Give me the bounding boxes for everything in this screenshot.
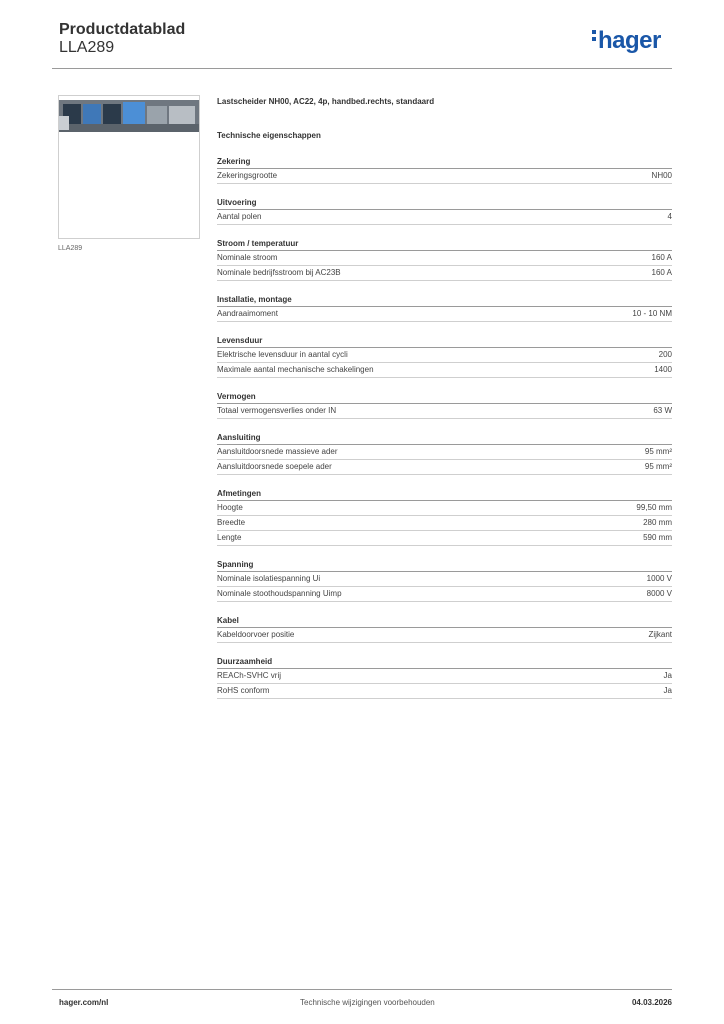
spec-label: Maximale aantal mechanische schakelingen: [217, 365, 374, 374]
spec-row: [217, 445, 672, 460]
spec-label: Lengte: [217, 533, 242, 542]
spec-label: REACh-SVHC vrij: [217, 671, 282, 680]
product-code: LLA289: [59, 39, 115, 56]
section-uitvoering: [217, 198, 672, 225]
section-spanning: [217, 560, 672, 602]
product-description: Lastscheider NH00, AC22, 4p, handbed.rechts, standaard: [217, 97, 435, 106]
spec-label: Nominale stroom: [217, 253, 278, 262]
spec-value: 160 A: [651, 268, 672, 277]
spec-value: 200: [658, 350, 672, 359]
spec-value: 10 - 10 NM: [632, 309, 672, 318]
tech-properties-heading: Technische eigenschappen: [217, 131, 321, 140]
spec-content: [217, 97, 672, 699]
spec-value: 590 mm: [643, 533, 672, 542]
spec-label: Nominale stoothoudspanning Uimp: [217, 589, 342, 598]
section-afmetingen: [217, 489, 672, 546]
logo-dots-icon: [592, 30, 596, 44]
spec-row: [217, 251, 672, 266]
logo-text: hager: [598, 27, 661, 54]
spec-row: [217, 669, 672, 684]
spec-row: [217, 266, 672, 281]
spec-value: 8000 V: [646, 589, 672, 598]
spec-value: 160 A: [651, 253, 672, 262]
footer-website-link[interactable]: hager.com/nl: [59, 998, 109, 1007]
footer-date: 04.03.2026: [631, 998, 672, 1007]
spec-label: Breedte: [217, 518, 246, 527]
spec-value: Ja: [663, 671, 672, 680]
section-stroom-temperatuur: [217, 239, 672, 281]
section-aansluiting: [217, 433, 672, 475]
section-kabel: [217, 616, 672, 643]
spec-label: RoHS conform: [217, 686, 270, 695]
section-installatie-montage: [217, 295, 672, 322]
spec-row: [217, 684, 672, 699]
section-title: Spanning: [217, 560, 672, 572]
switch-disconnector-picture: [59, 96, 199, 238]
spec-value: 99,50 mm: [636, 503, 672, 512]
spec-row: [217, 628, 672, 643]
spec-label: Nominale bedrijfsstroom bij AC23B: [217, 268, 341, 277]
section-vermogen: [217, 392, 672, 419]
section-duurzaamheid: [217, 657, 672, 699]
spec-label: Aantal polen: [217, 212, 262, 221]
section-title: Kabel: [217, 616, 672, 628]
section-title: Afmetingen: [217, 489, 672, 501]
spec-label: Aansluitdoorsnede massieve ader: [217, 447, 338, 456]
spec-row: [217, 516, 672, 531]
spec-row: [217, 348, 672, 363]
section-title: Stroom / temperatuur: [217, 239, 672, 251]
spec-row: [217, 363, 672, 378]
spec-row: [217, 531, 672, 546]
section-zekering: [217, 157, 672, 184]
section-levensduur: [217, 336, 672, 378]
spec-row: [217, 501, 672, 516]
spec-value: Ja: [663, 686, 672, 695]
spec-row: [217, 404, 672, 419]
spec-row: [217, 169, 672, 184]
spec-label: Aansluitdoorsnede soepele ader: [217, 462, 332, 471]
footer-divider: [52, 989, 672, 990]
section-title: Levensduur: [217, 336, 672, 348]
spec-row: [217, 307, 672, 322]
page-title: Productdatablad: [59, 21, 186, 38]
spec-value: 95 mm²: [644, 462, 672, 471]
section-title: Uitvoering: [217, 198, 672, 210]
header-divider: [52, 68, 672, 69]
section-title: Installatie, montage: [217, 295, 672, 307]
spec-label: Elektrische levensduur in aantal cycli: [217, 350, 348, 359]
spec-row: [217, 210, 672, 225]
spec-value: 63 W: [653, 406, 672, 415]
section-title: Duurzaamheid: [217, 657, 672, 669]
spec-label: Zekeringsgrootte: [217, 171, 278, 180]
spec-value: 280 mm: [643, 518, 672, 527]
product-image: [58, 95, 200, 239]
spec-label: Totaal vermogensverlies onder IN: [217, 406, 337, 415]
spec-value: NH00: [651, 171, 672, 180]
section-title: Zekering: [217, 157, 672, 169]
spec-row: [217, 460, 672, 475]
section-title: Vermogen: [217, 392, 672, 404]
hager-logo: [592, 27, 661, 55]
spec-label: Hoogte: [217, 503, 243, 512]
image-caption: LLA289: [58, 245, 83, 252]
footer-notice: Technische wijzigingen voorbehouden: [300, 998, 435, 1007]
spec-value: 4: [667, 212, 672, 221]
spec-label: Kabeldoorvoer positie: [217, 630, 295, 639]
section-title: Aansluiting: [217, 433, 672, 445]
spec-value: 1400: [654, 365, 672, 374]
spec-value: 95 mm²: [644, 447, 672, 456]
spec-label: Aandraaimoment: [217, 309, 278, 318]
spec-value: 1000 V: [646, 574, 672, 583]
spec-row: [217, 572, 672, 587]
spec-value: Zijkant: [648, 630, 672, 639]
spec-row: [217, 587, 672, 602]
spec-label: Nominale isolatiespanning Ui: [217, 574, 321, 583]
